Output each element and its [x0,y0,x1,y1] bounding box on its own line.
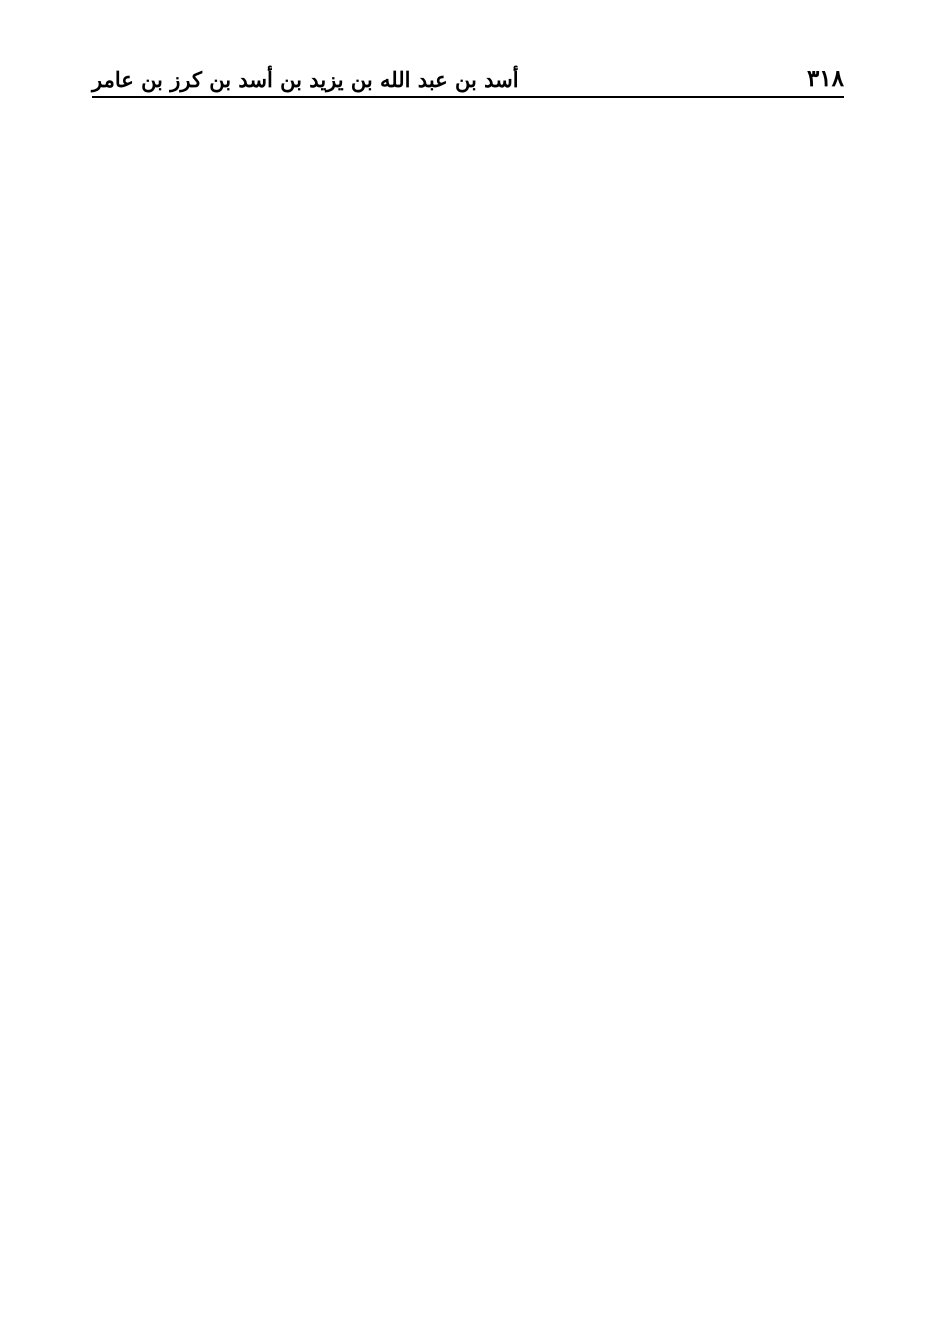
page-number: ٣١٨ [806,65,844,92]
running-header [92,58,844,98]
header-title: أسد بن عبد الله بن يزيد بن أسد بن كرز بن عامر [92,67,519,92]
